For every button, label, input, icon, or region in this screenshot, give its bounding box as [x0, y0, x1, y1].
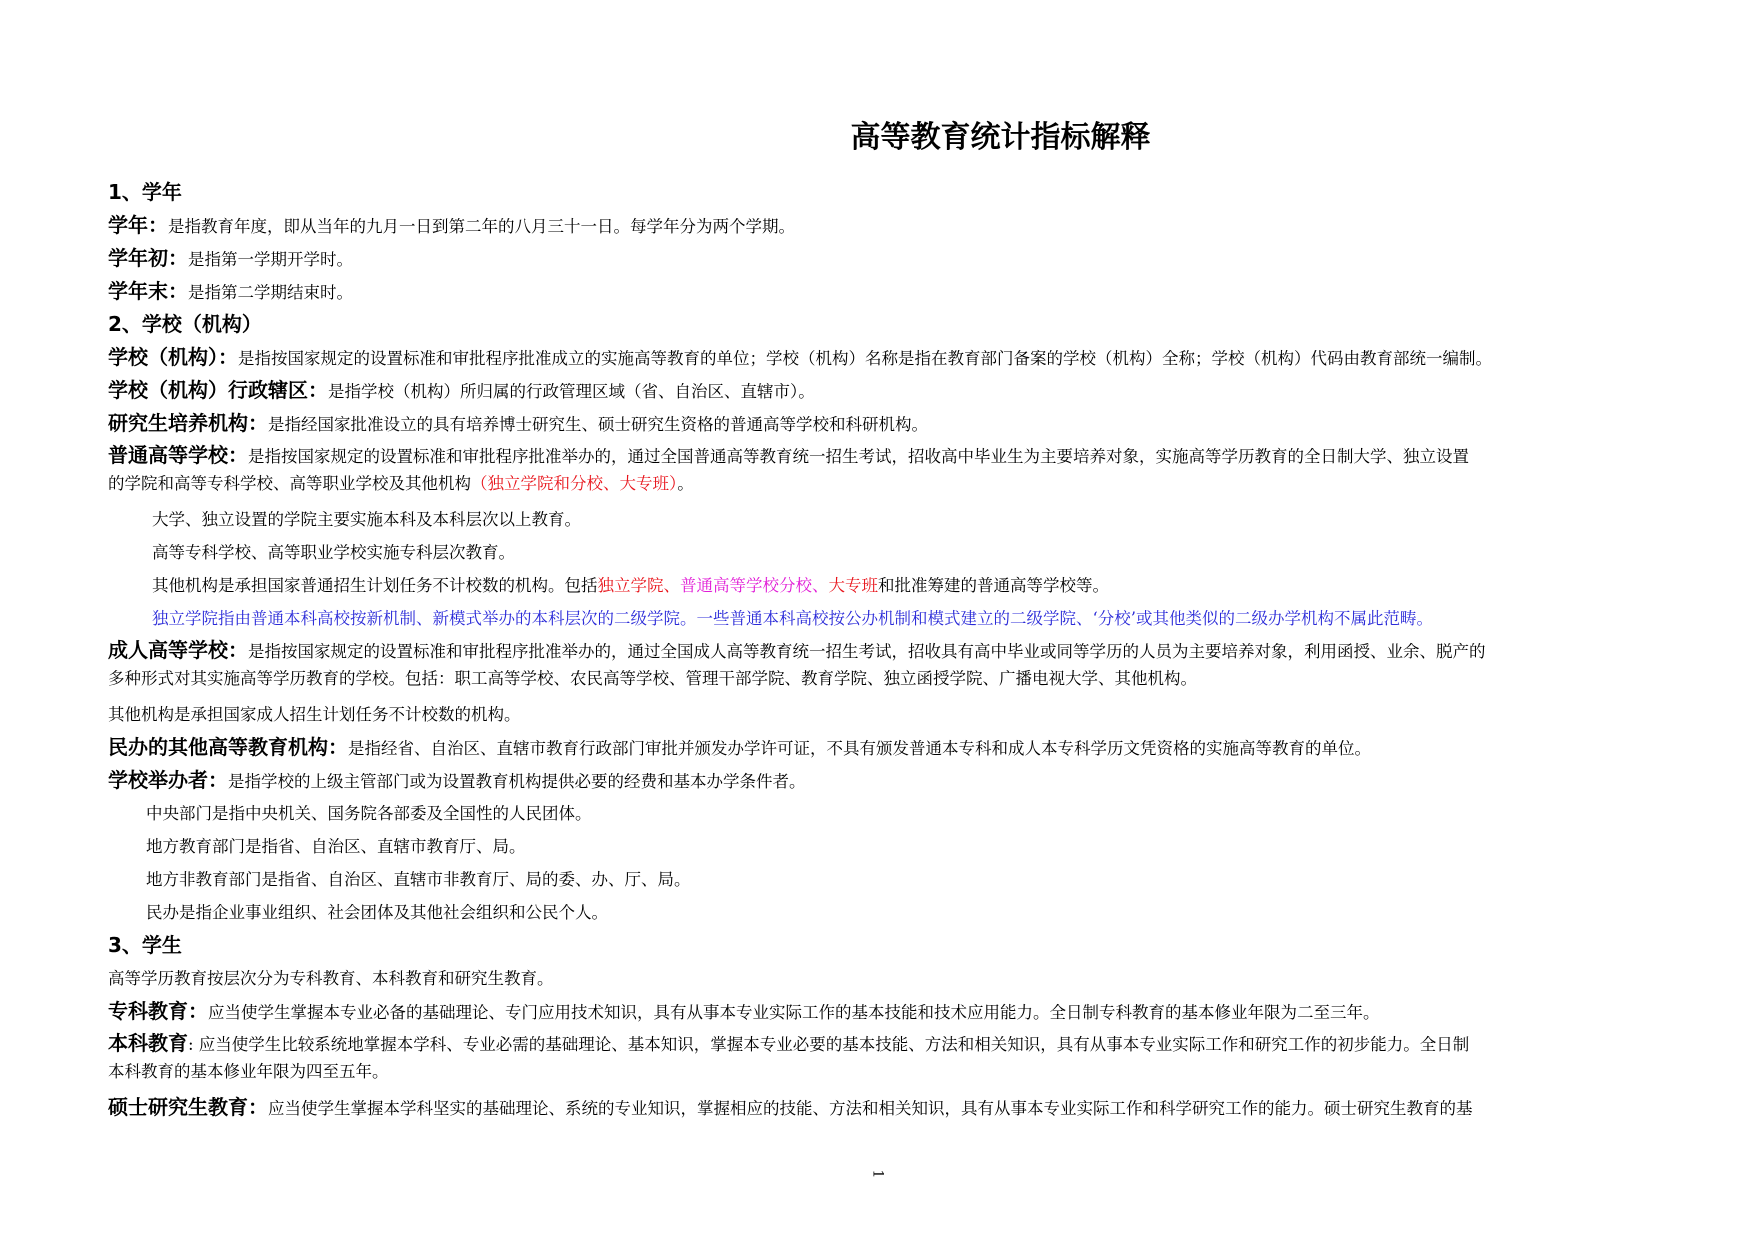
- def-jubanzhe: 学校举办者：是指学校的上级主管部门或为设置教育机构提供必要的经费和基本办学条件者。: [108, 768, 806, 792]
- section-heading-1: 1、学年: [108, 180, 182, 204]
- page-title: 高等教育统计指标解释: [850, 120, 1151, 155]
- intro-cengci: 高等学历教育按层次分为专科教育、本科教育和研究生教育。: [108, 969, 554, 988]
- def-chengren: 成人高等学校：是指按国家规定的设置标准和审批程序批准举办的，通过全国成人高等教育统一招生考试，招收具有高中毕业或同等学历的人员为主要培养对象，利用函授、业余、脱产的: [108, 638, 1486, 662]
- section-heading-2: 2、学校（机构）: [108, 312, 262, 336]
- note-minban: 民办是指企业事业组织、社会团体及其他社会组织和公民个人。: [146, 903, 608, 922]
- def-benke: 本科教育: 应当使学生比较系统地掌握本学科、专业必需的基础理论、基本知识，掌握本专业必要的基本技能、方法和相关知识，具有从事本专业实际工作和研究工作的初步能力。全日制: [108, 1031, 1470, 1055]
- note-daxue: 大学、独立设置的学院主要实施本科及本科层次以上教育。: [152, 510, 581, 529]
- page-number: 1: [869, 1169, 886, 1179]
- def-zhuanke: 专科教育：应当使学生掌握本专业必备的基础理论、专门应用技术知识，具有从事本专业实际工作的基本技能和技术应用能力。全日制专科教育的基本修业年限为二至三年。: [108, 999, 1380, 1023]
- def-xuenianmo: 学年末：是指第二学期结束时。: [108, 279, 353, 303]
- def-xingzheng: 学校（机构）行政辖区：是指学校（机构）所归属的行政管理区域（省、自治区、直辖市）。: [108, 378, 815, 402]
- def-yanjiusheng: 研究生培养机构：是指经国家批准设立的具有培养博士研究生、硕士研究生资格的普通高等学校和科研机构。: [108, 411, 928, 435]
- note-zhuanke: 高等专科学校、高等职业学校实施专科层次教育。: [152, 543, 515, 562]
- def-putong-cont: 的学院和高等专科学校、高等职业学校及其他机构（独立学院和分校、大专班）。: [108, 474, 694, 493]
- note-difang-jiaoyu: 地方教育部门是指省、自治区、直辖市教育厅、局。: [146, 837, 526, 856]
- def-minban: 民办的其他高等教育机构：是指经省、自治区、直辖市教育行政部门审批并颁发办学许可证，不具有颁发普通本专科和成人本专科学历文凭资格的实施高等教育的单位。: [108, 735, 1371, 759]
- note-difang-feijiaoyu: 地方非教育部门是指省、自治区、直辖市非教育厅、局的委、办、厅、局。: [146, 870, 691, 889]
- document-body: [108, 176, 1663, 1124]
- def-jigou: 学校（机构）：是指按国家规定的设置标准和审批程序批准成立的实施高等教育的单位；学校（机构）名称是指在教育部门备案的学校（机构）全称；学校（机构）代码由教育部统一编制。: [108, 345, 1492, 369]
- def-putong: 普通高等学校：是指按国家规定的设置标准和审批程序批准举办的，通过全国普通高等教育统一招生考试，招收高中毕业生为主要培养对象，实施高等学历教育的全日制大学、独立设置: [108, 443, 1469, 467]
- note-qita: 其他机构是承担国家普通招生计划任务不计校数的机构。包括独立学院、普通高等学校分校、大专班和批准筹建的普通高等学校等。: [152, 576, 1109, 595]
- note-duli: 独立学院指由普通本科高校按新机制、新模式举办的本科层次的二级学院。一些普通本科高校按公办机制和模式建立的二级学院、‘分校’或其他类似的二级办学机构不属此范畴。: [152, 609, 1433, 628]
- def-chengren-cont: 多种形式对其实施高等学历教育的学校。包括：职工高等学校、农民高等学校、管理干部学院、教育学院、独立函授学院、广播电视大学、其他机构。: [108, 669, 1197, 688]
- def-benke-cont: 本科教育的基本修业年限为四至五年。: [108, 1062, 389, 1081]
- note-zhongyang: 中央部门是指中央机关、国务院各部委及全国性的人民团体。: [146, 804, 592, 823]
- note-chengren-qita: 其他机构是承担国家成人招生计划任务不计校数的机构。: [108, 705, 521, 724]
- def-shuoshi: 硕士研究生教育：应当使学生掌握本学科坚实的基础理论、系统的专业知识，掌握相应的技能、方法和相关知识，具有从事本专业实际工作和科学研究工作的能力。硕士研究生教育的基: [108, 1095, 1473, 1119]
- def-xuenianchu: 学年初：是指第一学期开学时。: [108, 246, 353, 270]
- section-heading-3: 3、学生: [108, 933, 182, 957]
- def-xuenian: 学年：是指教育年度，即从当年的九月一日到第二年的八月三十一日。每学年分为两个学期。: [108, 213, 795, 237]
